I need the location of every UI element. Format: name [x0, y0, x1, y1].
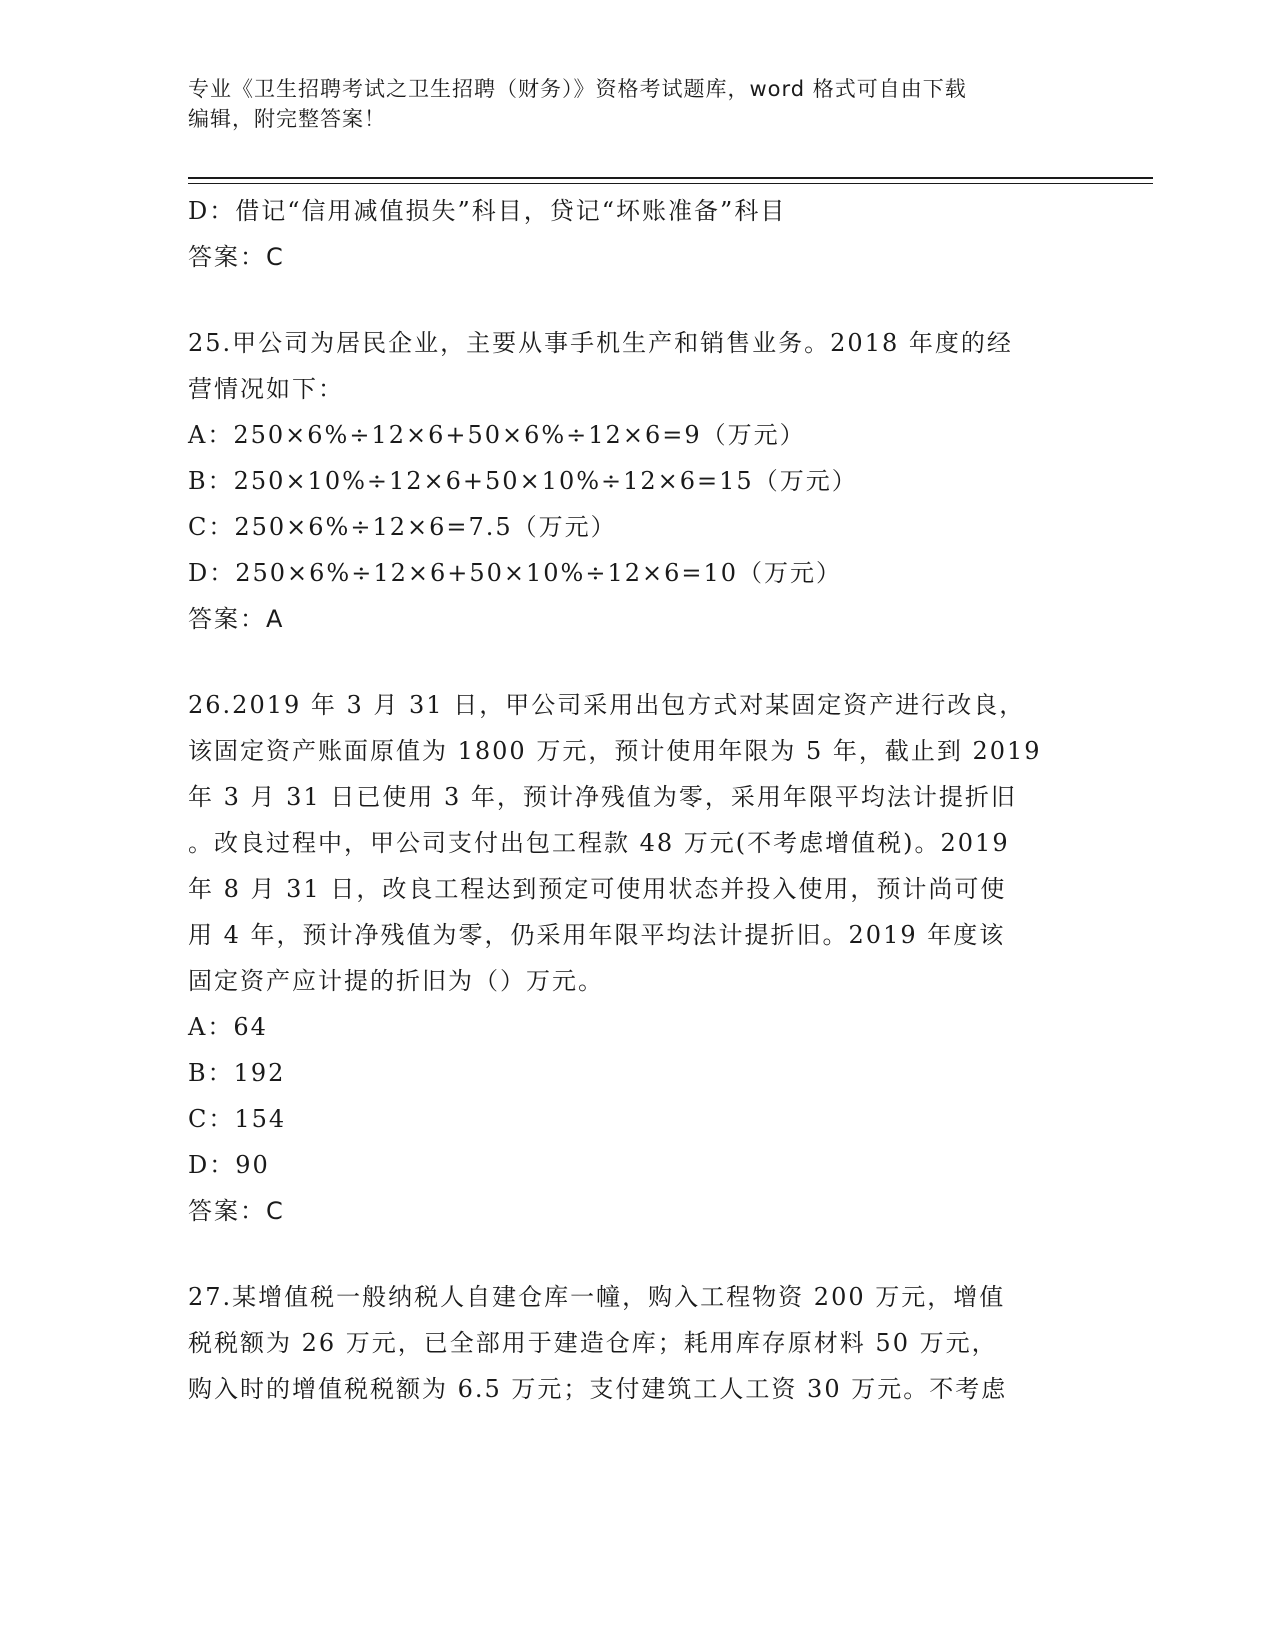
option-a: A：250×6%÷12×6+50×6%÷12×6=9（万元）	[188, 421, 806, 449]
header-line-2: 编辑，附完整答案！	[188, 107, 386, 131]
header-divider-thin	[188, 183, 1153, 184]
header-line-1: 专业《卫生招聘考试之卫生招聘（财务）》资格考试题库，word 格式可自由下载	[188, 77, 967, 101]
question-stem-line: 购入时的增值税税额为 6.5 万元；支付建筑工人工资 30 万元。不考虑	[188, 1375, 1008, 1403]
option-d: D：250×6%÷12×6+50×10%÷12×6=10（万元）	[188, 559, 843, 587]
question-stem-line: 用 4 年，预计净残值为零，仍采用年限平均法计提折旧。2019 年度该	[188, 921, 1006, 949]
question-stem-line: 26.2019 年 3 月 31 日，甲公司采用出包方式对某固定资产进行改良，	[188, 691, 1026, 719]
question-stem-line: 年 3 月 31 日已使用 3 年，预计净残值为零，采用年限平均法计提折旧	[188, 783, 1017, 811]
option-c: C：154	[188, 1105, 287, 1133]
option-c: C：250×6%÷12×6=7.5（万元）	[188, 513, 617, 541]
question-stem-line: 。改良过程中，甲公司支付出包工程款 48 万元(不考虑增值税)。2019	[188, 829, 1010, 857]
answer-line: 答案：A	[188, 605, 285, 633]
answer-line: 答案：C	[188, 243, 285, 271]
question-stem-line: 营情况如下：	[188, 375, 344, 403]
header-divider-thick	[188, 177, 1153, 179]
answer-line: 答案：C	[188, 1197, 285, 1225]
page-header	[188, 74, 1068, 134]
option-b: B：250×10%÷12×6+50×10%÷12×6=15（万元）	[188, 467, 858, 495]
question-stem-line: 27.某增值税一般纳税人自建仓库一幢，购入工程物资 200 万元，增值	[188, 1283, 1006, 1311]
option-b: B：192	[188, 1059, 286, 1087]
option-a: A：64	[188, 1013, 268, 1041]
option-d: D：借记“信用减值损失”科目，贷记“坏账准备”科目	[188, 197, 787, 225]
prev-question-block	[188, 188, 1088, 280]
question-content	[188, 188, 1088, 1412]
question-27	[188, 1274, 1088, 1412]
question-stem-line: 该固定资产账面原值为 1800 万元，预计使用年限为 5 年，截止到 2019	[188, 737, 1042, 765]
question-stem-line: 固定资产应计提的折旧为（）万元。	[188, 967, 604, 995]
option-d: D：90	[188, 1151, 270, 1179]
question-26	[188, 682, 1088, 1234]
question-stem-line: 税税额为 26 万元，已全部用于建造仓库；耗用库存原材料 50 万元，	[188, 1329, 998, 1357]
question-25	[188, 320, 1088, 642]
question-stem-line: 年 8 月 31 日，改良工程达到预定可使用状态并投入使用，预计尚可使	[188, 875, 1007, 903]
question-stem-line: 25.甲公司为居民企业，主要从事手机生产和销售业务。2018 年度的经	[188, 329, 1013, 357]
